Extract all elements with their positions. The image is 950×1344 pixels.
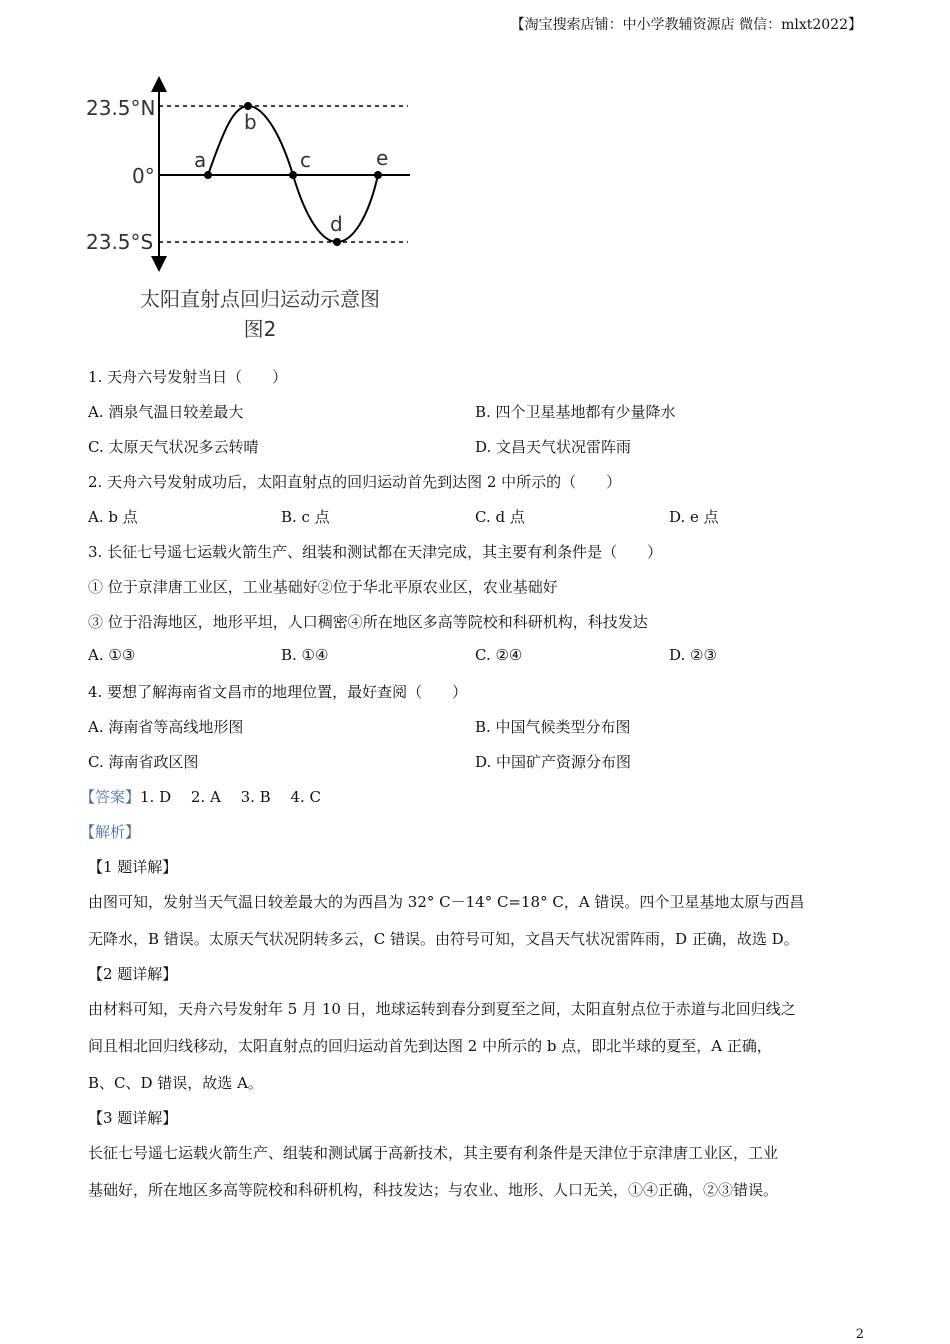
answer-label: 【答案】 [80,788,141,806]
point-e-label: e [376,146,389,170]
q2-option-c: C. d 点 [475,508,525,526]
q3-option-a: A. ①③ [88,646,136,664]
answer-line [80,786,321,807]
label-equator: 0° [132,164,155,188]
label-23-5-south: 23.5°S [86,230,154,254]
figure-caption [120,284,400,344]
q1-option-a: A. 酒泉气温日较差最大 [88,403,244,421]
q4-option-d: D. 中国矿产资源分布图 [475,753,632,771]
q1-option-d: D. 文昌天气状况雷阵雨 [475,438,632,456]
q1-option-c: C. 太原天气状况多云转晴 [88,438,259,456]
point-d-label: d [330,212,343,236]
detail-2-title: 【2 题详解】 [88,965,178,983]
point-b-marker [244,102,252,110]
detail-3-title: 【3 题详解】 [88,1109,178,1127]
detail-1-line-2: 无降水，B 错误。太原天气状况阴转多云，C 错误。由符号可知，文昌天气状况雷阵雨，D 正确，故选 D。 [88,930,799,948]
q4-option-c: C. 海南省政区图 [88,753,199,771]
q4-stem: 4. 要想了解海南省文昌市的地理位置，最好查阅（ ） [88,683,468,701]
detail-1-line-1: 由图可知，发射当天气温日较差最大的为西昌为 32° C－14° C=18° C，A 错误。四个卫星基地太原与西昌 [88,893,805,911]
q4-option-a: A. 海南省等高线地形图 [88,718,244,736]
q3-option-d: D. ②③ [669,646,717,664]
point-a-marker [204,171,212,179]
point-a-label: a [194,148,207,172]
q1-option-b: B. 四个卫星基地都有少量降水 [475,403,676,421]
figure-caption-title: 太阳直射点回归运动示意图 [140,287,380,311]
detail-2-line-2: 间且相北回归线移动，太阳直射点的回归运动首先到达图 2 中所示的 b 点，即北半球的夏至，A 正确， [88,1037,772,1055]
detail-2-line-3: B、C、D 错误，故选 A。 [88,1074,263,1092]
q2-option-a: A. b 点 [88,508,138,526]
q2-option-d: D. e 点 [669,508,719,526]
point-c-label: c [300,148,311,172]
solar-point-diagram [84,74,424,279]
q3-statement-1: ① 位于京津唐工业区，工业基础好②位于华北平原农业区，农业基础好 [88,578,558,596]
point-d-marker [333,238,341,246]
answer-text: 1. D 2. A 3. B 4. C [140,788,321,806]
q3-statement-2: ③ 位于沿海地区，地形平坦，人口稠密④所在地区多高等院校和科研机构，科技发达 [88,613,648,631]
page-number: 2 [855,1327,864,1342]
detail-1-title: 【1 题详解】 [88,858,178,876]
label-23-5-north: 23.5°N [86,96,156,120]
q3-stem: 3. 长征七号遥七运载火箭生产、组装和测试都在天津完成，其主要有利条件是（ ） [88,543,663,561]
q3-option-c: C. ②④ [475,646,523,664]
point-e-marker [374,171,382,179]
q2-stem: 2. 天舟六号发射成功后，太阳直射点的回归运动首先到达图 2 中所示的（ ） [88,473,622,491]
q3-option-b: B. ①④ [281,646,329,664]
point-c-marker [289,171,297,179]
detail-2-line-1: 由材料可知，天舟六号发射年 5 月 10 日，地球运转到春分到夏至之间，太阳直射点位于赤道与北回归线之 [88,1000,796,1018]
point-b-label: b [244,110,257,134]
q2-option-b: B. c 点 [281,508,330,526]
page-header: 【淘宝搜索店铺：中小学教辅资源店 微信：mlxt2022】 [510,17,862,33]
detail-3-line-1: 长征七号遥七运载火箭生产、组装和测试属于高新技术，其主要有利条件是天津位于京津唐工业区，工业 [88,1144,779,1162]
analysis-label: 【解析】 [80,823,141,841]
q4-option-b: B. 中国气候类型分布图 [475,718,631,736]
detail-3-line-2: 基础好，所在地区多高等院校和科研机构，科技发达；与农业、地形、人口无关，①④正确，②③错误。 [88,1181,779,1199]
q1-stem: 1. 天舟六号发射当日（ ） [88,368,288,386]
figure-caption-id: 图2 [243,317,277,341]
